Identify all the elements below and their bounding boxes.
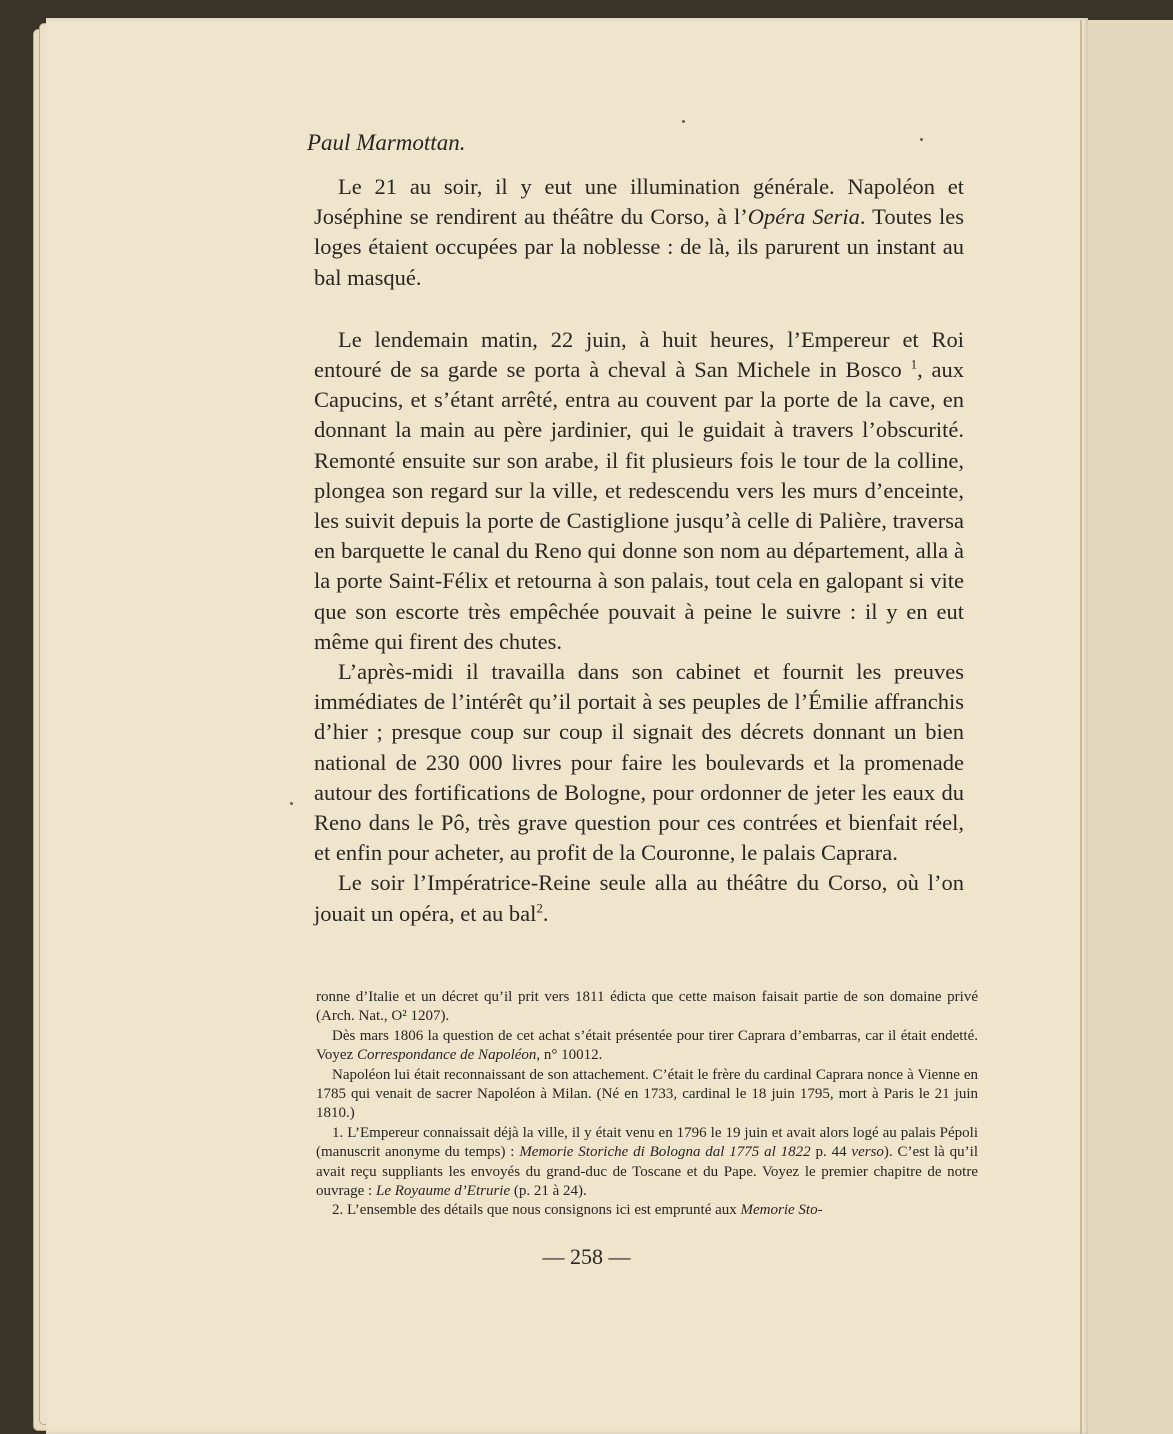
page-number: — 258 — [542,1244,631,1269]
paragraph-4: Le soir l’Impératrice-Reine seule alla au théâtre du Corso, où l’on jouait un opéra, et au bal$^2$. [314,870,964,926]
footnote-2: 2. L’ensemble des détails que nous consignons ici est emprunté aux Memorie Sto- [332,1202,823,1219]
footnote-1: 1. L’Empereur connaissait déjà la ville, il y était venu en 1796 le 19 juin et avait alors logé au palais Pépoli (manuscrit anonyme du temps) : Memorie Storiche di Bologna dal 1775 al 1822 p. 44 verso). C’est là qu’il avait reçu suppliants les envoyés du grand-duc de Toscane et du Pape. Voyez le premier chapitre de notre ouvrage : Le Royaume d’Etrurie (p. 21 à 24). [316,1124,978,1200]
footnote-paragraph: Dès mars 1806 la question de cet achat s’était présentée pour tirer Caprara d’embarras, car il était endetté. Voyez Correspondance de Napoléon, n° 10012. [316,1027,978,1064]
footnotes [316,988,978,1221]
paper-speck [290,802,293,805]
footnote-ref-2: 2 [536,900,543,916]
paragraph-2: Le lendemain matin, 22 juin, à huit heures, l’Empereur et Roi entouré de sa garde se porta à cheval à San Michele in Bosco $^1$, aux Capucins, et s’étant arrêté, entra au couvent par la porte de la cave, en donnant la main au père jardinier, qui le guidait à travers l’obscurité. Remonté ensuite sur son arabe, il fit plusieurs fois le tour de la colline, plongea son regard sur la ville, et redescendu vers les murs d’enceinte, les suivit depuis la porte de Castiglione jusqu’à celle di Palière, traversa en barquette le canal du Reno qui donne son nom au département, alla à la porte Saint-Félix et retourna à son palais, tout cela en galopant si vite que son escorte très empêchée pouvait à peine le suivre : il y en eut même qui firent des chutes. [314,326,964,654]
main-text [314,172,964,929]
page-gutter [1080,20,1082,1434]
facing-page [1082,20,1173,1434]
footnote-paragraph: Napoléon lui était reconnaissant de son attachement. C’était le frère du cardinal Caprara nonce à Vienne en 1785 qui venait de sacrer Napoléon à Milan. (Né en 1733, cardinal le 18 juin 1795, mort à Paris le 21 juin 1810.) [316,1066,978,1122]
paper-speck [682,120,685,123]
paragraph-3: L’après-midi il travailla dans son cabinet et fournit les preuves immédiates de l’intérêt qu’il portait à ses peuples de l’Émilie affranchis d’hier ; presque coup sur coup il signait des décrets donnant un bien national de 230 000 livres pour faire les boulevards et la promenade autour des fortifications de Bologne, pour ordonner de jeter les eaux du Reno dans le Pô, très grave question pour ces contrées et bienfait réel, et enfin pour acheter, au profit de la Couronne, le palais Caprara. [314,659,964,866]
footnote-ref-1: 1 [910,356,918,372]
footnote-continued: ronne d’Italie et un décret qu’il prit vers 1811 édicta que cette maison faisait partie de son domaine privé (Arch. Nat., O² 1207). [316,989,978,1025]
paper-speck [920,138,923,141]
paragraph-1: Le 21 au soir, il y eut une illumination générale. Napoléon et Joséphine se rendirent au théâtre du Corso, à l’Opéra Seria. Toutes les loges étaient occupées par la noblesse : de là, ils parurent un instant au bal masqué. [314,174,964,290]
running-head: Paul Marmottan. [307,130,466,155]
